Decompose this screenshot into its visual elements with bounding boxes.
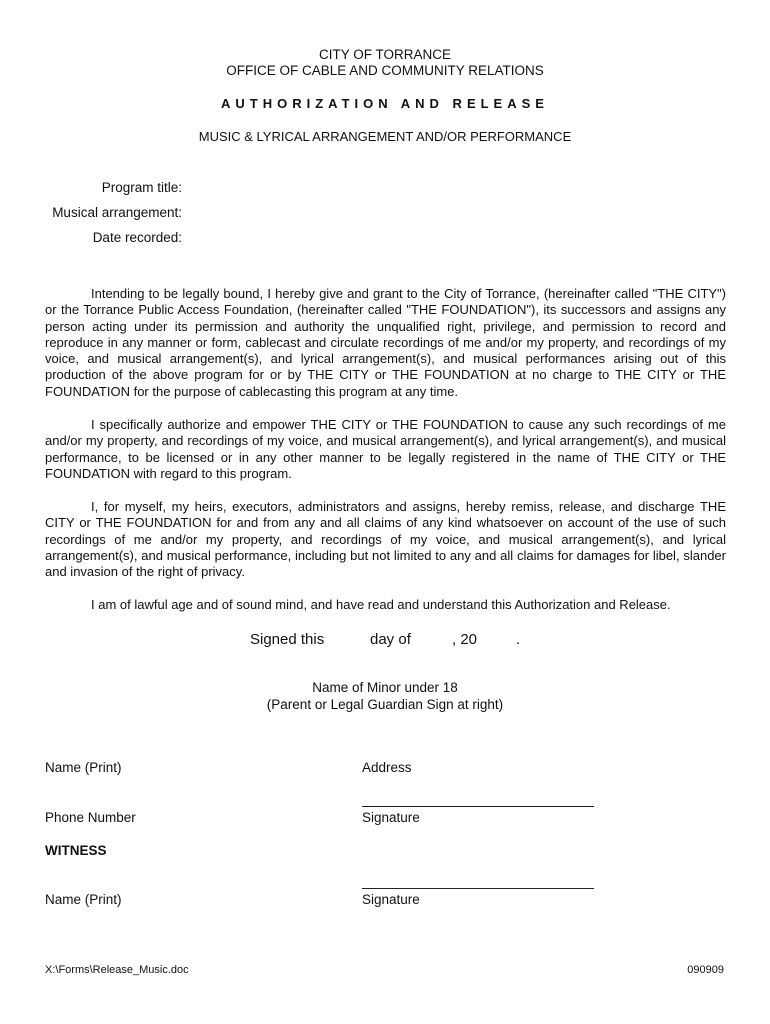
paragraph-lawful-age: I am of lawful age and of sound mind, and have read and understand this Authorization and Release. bbox=[91, 597, 671, 612]
program-title-label: Program title: bbox=[101, 180, 182, 195]
paragraph-grant: Intending to be legally bound, I hereby give and grant to the City of Torrance, (hereinafter called "THE CITY") or the Torrance Public Access Foundation, (hereinafter called "THE FOUNDATION"), its successors and assigns any person acting under its permission and authority the unqualified right, privilege, and permission to record and reproduce in any manner or form, cablecast and circulate recordings of me and/or my property, and recordings of my voice, and musical arrangement(s), and lyrical arrangement(s), and musical performances arising out of this production of the above program for or by THE CITY or THE FOUNDATION at no charge to THE CITY or THE FOUNDATION for the purpose of cablecasting this program at any time. bbox=[45, 286, 726, 399]
minor-name-label: Name of Minor under 18 bbox=[312, 680, 458, 695]
header-city: CITY OF TORRANCE bbox=[318, 47, 452, 62]
guardian-note: (Parent or Legal Guardian Sign at right) bbox=[266, 697, 504, 712]
witness-name-print-label: Name (Print) bbox=[45, 892, 122, 907]
witness-heading: WITNESS bbox=[45, 843, 107, 858]
signed-period: . bbox=[516, 631, 521, 648]
witness-signature-label: Signature bbox=[362, 892, 420, 907]
footer-file-path: X:\Forms\Release_Music.doc bbox=[45, 964, 189, 976]
document-subtitle: MUSIC & LYRICAL ARRANGEMENT AND/OR PERFORMANCE bbox=[198, 129, 572, 144]
phone-number-label: Phone Number bbox=[45, 810, 136, 825]
header-office: OFFICE OF CABLE AND COMMUNITY RELATIONS bbox=[226, 63, 544, 78]
address-label: Address bbox=[362, 760, 412, 775]
witness-signature-line bbox=[362, 888, 594, 889]
document-title: AUTHORIZATION AND RELEASE bbox=[221, 96, 549, 111]
footer-code: 090909 bbox=[687, 964, 724, 976]
musical-arrangement-label: Musical arrangement: bbox=[52, 205, 182, 220]
signature-label: Signature bbox=[362, 810, 420, 825]
year-prefix-label: , 20 bbox=[452, 631, 478, 648]
paragraph-release: I, for myself, my heirs, executors, administrators and assigns, hereby remiss, release, and discharge THE CITY or THE FOUNDATION for and from any and all claims of any kind whatsoever on account of the use of such recordings of me and/or my property, and recordings of my voice, and musical arrangement(s), and lyrical arrangement(s), and musical performance, including but not limited to any and all claims for damages for libel, slander and invasion of the right of privacy. bbox=[45, 499, 726, 580]
name-print-label: Name (Print) bbox=[45, 760, 122, 775]
date-recorded-label: Date recorded: bbox=[92, 230, 182, 245]
signature-line bbox=[362, 806, 594, 807]
paragraph-authorize: I specifically authorize and empower THE CITY or THE FOUNDATION to cause any such recordings of me and/or my property, and recordings of my voice, and musical arrangement(s), and lyrical arrangement(s), and musical performance, to be licensed or in any other manner to be legally registered in the name of THE CITY or THE FOUNDATION with regard to this program. bbox=[45, 417, 726, 481]
day-of-label: day of bbox=[370, 631, 411, 648]
signed-this-label: Signed this bbox=[250, 631, 325, 648]
